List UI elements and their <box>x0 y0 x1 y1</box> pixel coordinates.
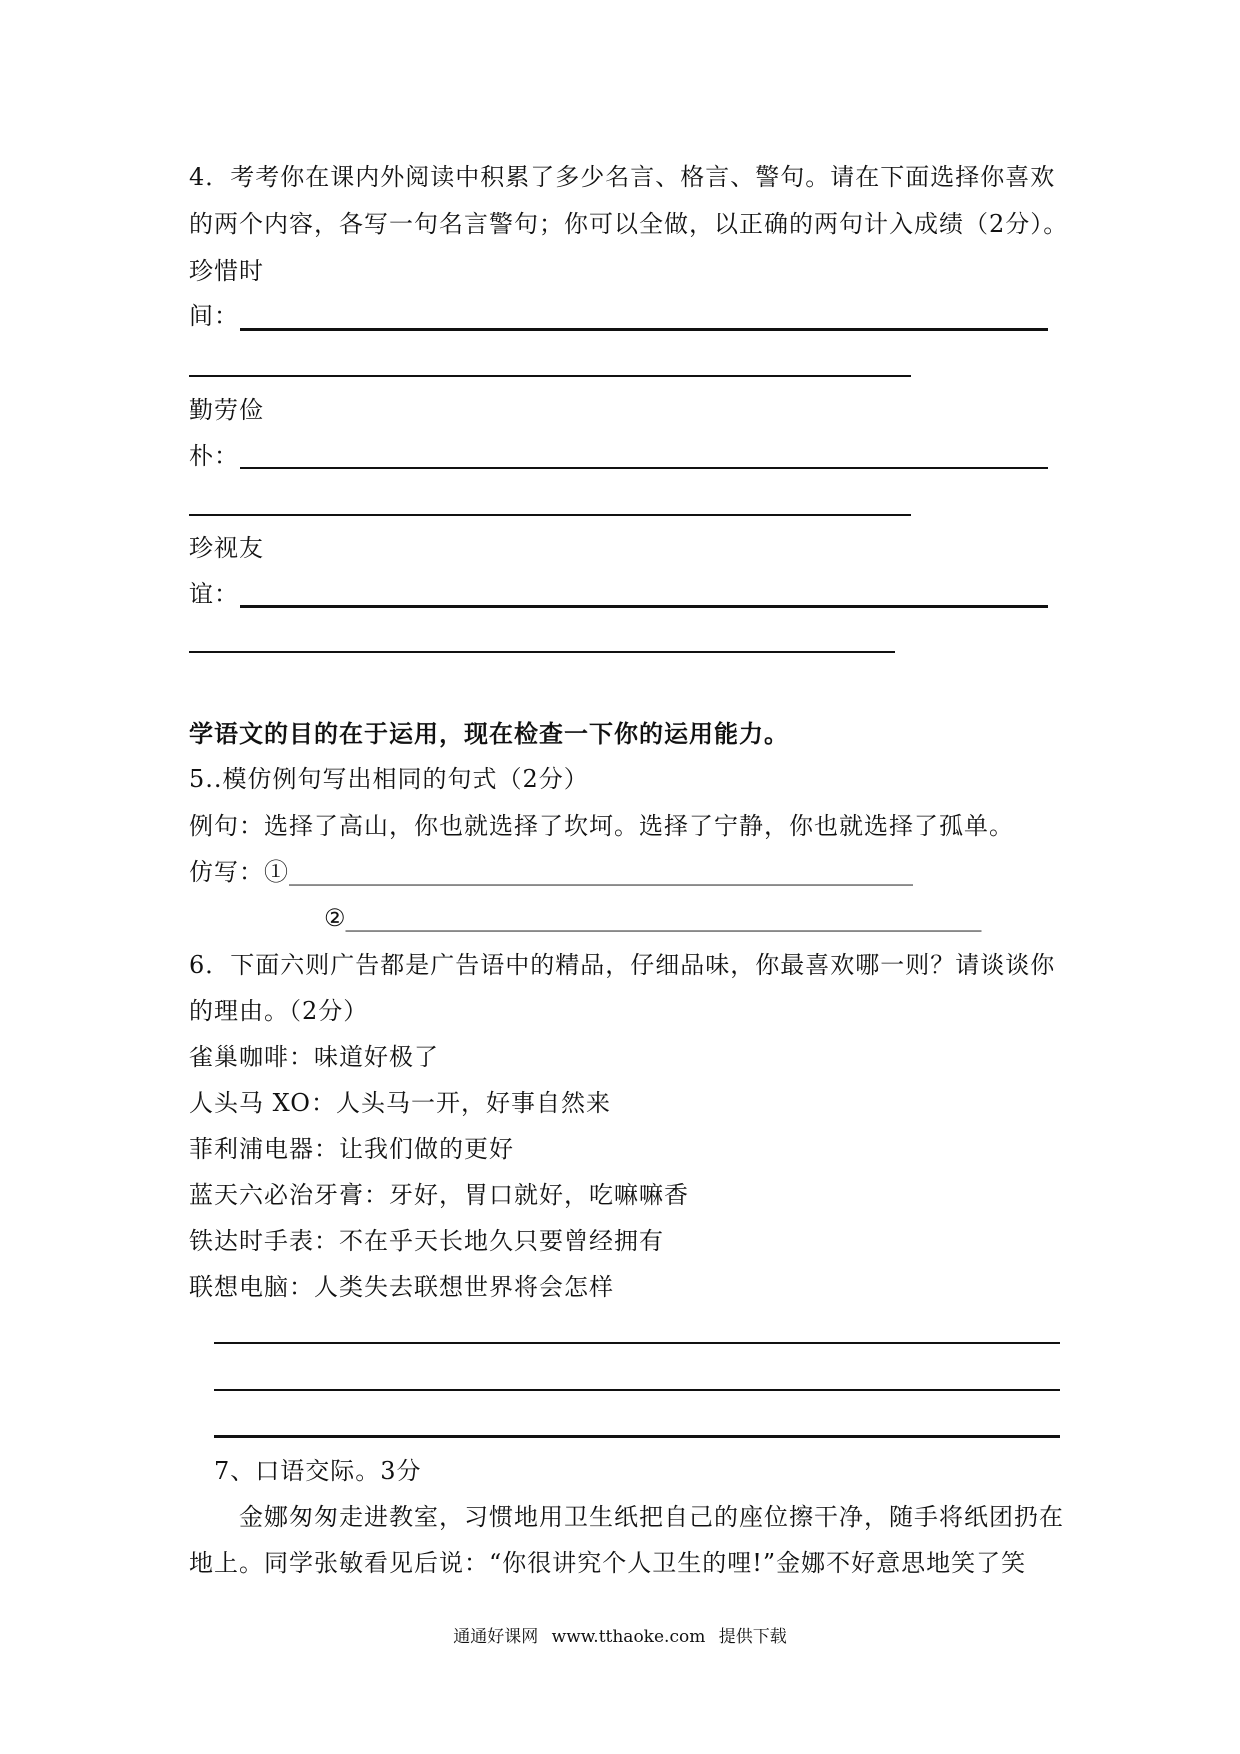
q6-prompt-line2: 的理由。（2分） <box>189 997 369 1025</box>
q4-item3-answer-line1[interactable] <box>240 605 1048 608</box>
q4-item3-label-a: 珍视友 <box>189 534 264 562</box>
q5-imitate-row1 <box>189 856 913 888</box>
q6-ad-1: 雀巢咖啡：味道好极了 <box>189 1043 439 1071</box>
q6-answer-line-1[interactable] <box>214 1342 1060 1344</box>
q4-item1-answer-line1[interactable] <box>240 328 1048 331</box>
section-heading: 学语文的目的在于运用，现在检查一下你的运用能力。 <box>189 720 789 748</box>
footer-url-link[interactable]: www.tthaoke.com <box>551 1627 706 1647</box>
q4-item1-answer-line2[interactable] <box>189 375 911 377</box>
q5-blank2-mark: ② <box>324 904 346 932</box>
footer-note: 提供下载 <box>718 1627 787 1647</box>
q4-item2-answer-line2[interactable] <box>189 514 911 516</box>
q4-item1-label-b: 间： <box>189 302 239 330</box>
q4-item2-answer-line1[interactable] <box>240 467 1048 469</box>
q6-ad-6: 联想电脑：人类失去联想世界将会怎样 <box>189 1273 614 1301</box>
q7-paragraph-line2: 地上。同学张敏看见后说：“你很讲究个人卫生的哩!”金娜不好意思地笑了笑 <box>189 1549 1027 1577</box>
q7-title: 7、口语交际。3分 <box>214 1457 422 1485</box>
q5-example: 例句：选择了高山，你也就选择了坎坷。选择了宁静，你也就选择了孤单。 <box>189 812 1014 840</box>
q5-title: 5..模仿例句写出相同的句式（2分） <box>189 765 589 793</box>
q6-ad-2: 人头马 XO：人头马一开，好事自然来 <box>189 1089 611 1117</box>
q6-answer-line-2[interactable] <box>214 1389 1060 1391</box>
q4-item3-answer-line2[interactable] <box>189 651 895 653</box>
q5-blank-2[interactable]: _____________________________________________________ <box>345 904 982 932</box>
q5-imitate-row2 <box>324 902 982 934</box>
q6-ad-3: 菲利浦电器：让我们做的更好 <box>189 1135 514 1163</box>
q7-paragraph-line1: 金娜匆匆走进教室，习惯地用卫生纸把自己的座位擦干净，随手将纸团扔在 <box>239 1503 1064 1531</box>
q4-item2-label-a: 勤劳俭 <box>189 396 264 424</box>
q6-answer-line-3[interactable] <box>214 1435 1060 1438</box>
q4-item3-label-b: 谊： <box>189 580 239 608</box>
q6-prompt-line1: 6．下面六则广告都是广告语中的精品，仔细品味，你最喜欢哪一则？请谈谈你 <box>189 951 1056 979</box>
q4-item2-label-b: 朴： <box>189 442 239 470</box>
q6-ad-5: 铁达时手表：不在乎天长地久只要曾经拥有 <box>189 1227 664 1255</box>
footer-site-name: 通通好课网 <box>453 1627 539 1647</box>
q4-prompt-line1: 4．考考你在课内外阅读中积累了多少名言、格言、警句。请在下面选择你喜欢 <box>189 163 1056 191</box>
q4-prompt-line2: 的两个内容，各写一句名言警句；你可以全做，以正确的两句计入成绩（2分）。 <box>189 210 1069 238</box>
q6-ad-4: 蓝天六必治牙膏：牙好，胃口就好，吃嘛嘛香 <box>189 1181 689 1209</box>
q5-imitate-label: 仿写：① <box>189 858 289 886</box>
page-footer <box>0 1625 1240 1649</box>
q5-blank-1[interactable]: ____________________________________________________ <box>289 858 913 886</box>
q4-item1-label-a: 珍惜时 <box>189 257 264 285</box>
